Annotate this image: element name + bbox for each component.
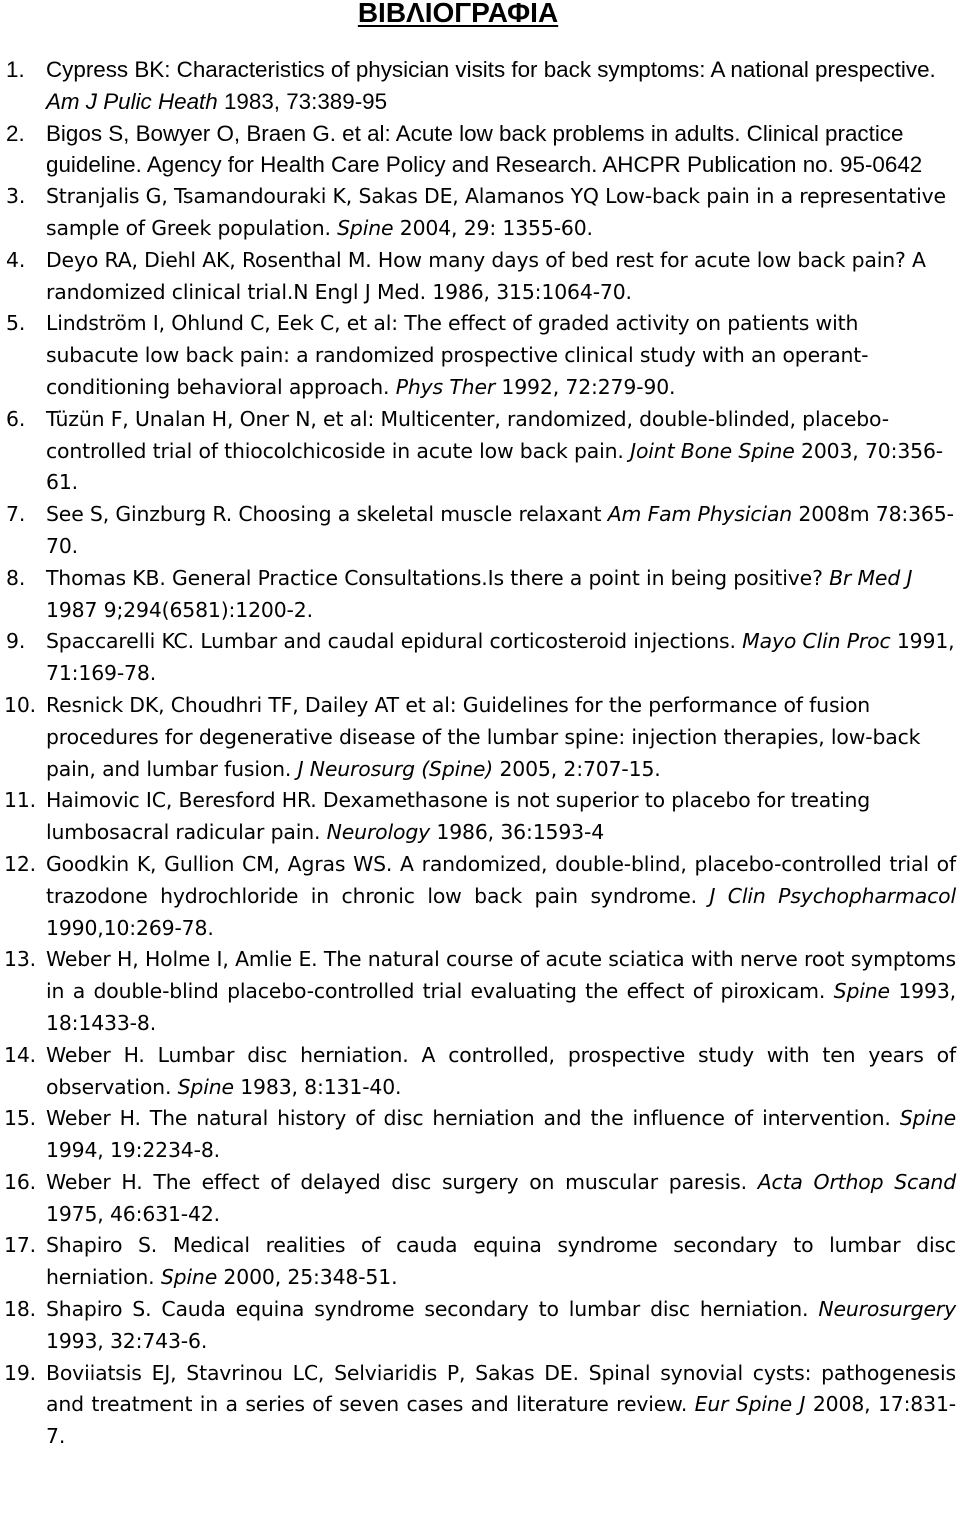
reference-item-14 xyxy=(0,1040,960,1104)
reference-item-9 xyxy=(0,626,960,690)
reference-citation: 2008m 78:365-70. xyxy=(46,502,954,558)
journal-name: Eur Spine J xyxy=(694,1392,806,1417)
reference-text: Deyo RA, Diehl AK, Rosenthal M. How many days of bed rest for acute low back pain? A randomized clinical trial.N Engl J Med. 1986, 315:1064-70. xyxy=(46,247,926,304)
reference-number: 19. xyxy=(4,1360,36,1385)
reference-number: 16. xyxy=(4,1169,36,1194)
reference-item-17 xyxy=(0,1230,960,1294)
reference-number: 3. xyxy=(6,184,26,209)
reference-citation: 1983, 8:131-40. xyxy=(233,1074,402,1099)
reference-citation: 1993, 32:743-6. xyxy=(46,1328,208,1353)
reference-number: 9. xyxy=(6,629,26,654)
reference-number: 15. xyxy=(4,1106,36,1131)
journal-name: Spine xyxy=(899,1106,956,1131)
journal-name: Mayo Clin Proc xyxy=(742,629,891,654)
reference-item-2 xyxy=(0,118,960,182)
reference-item-1 xyxy=(0,54,960,118)
reference-citation: 1986, 36:1593-4 xyxy=(430,820,605,845)
journal-name: Br Med J xyxy=(829,565,913,590)
reference-item-12 xyxy=(0,849,960,944)
reference-citation: 2003, 70:356-61. xyxy=(46,438,944,495)
journal-name: Neurology xyxy=(326,820,431,845)
reference-number: 12. xyxy=(4,851,36,876)
journal-name: Phys Ther xyxy=(395,374,496,399)
reference-item-16 xyxy=(0,1167,960,1231)
journal-name: Spine xyxy=(833,979,890,1004)
reference-citation: 1990,10:269-78. xyxy=(46,915,214,940)
reference-citation: 1992, 72:279-90. xyxy=(495,374,676,399)
reference-text: Haimovic IC, Beresford HR. Dexamethasone is not superior to placebo for treating lumbosacral radicular pain. xyxy=(46,788,871,845)
reference-number: 4. xyxy=(6,247,26,272)
reference-text: Bigos S, Bowyer O, Braen G. et al: Acute low back problems in adults. Clinical practice guideline. Agency for Health Care Policy and Research. AHCPR Publication no. 95-0642 xyxy=(46,120,923,178)
reference-item-10 xyxy=(0,690,960,785)
journal-name: Spine xyxy=(337,215,394,240)
reference-number: 1. xyxy=(6,57,25,82)
reference-item-4 xyxy=(0,245,960,309)
reference-number: 10. xyxy=(4,692,36,717)
reference-item-11 xyxy=(0,785,960,849)
reference-list xyxy=(0,54,960,1453)
reference-item-7 xyxy=(0,499,960,563)
reference-number: 6. xyxy=(6,406,26,431)
journal-name: Am J Pulic Heath xyxy=(46,88,218,114)
reference-citation: 1993, 18:1433-8. xyxy=(46,979,956,1035)
reference-text: Boviiatsis EJ, Stavrinou LC, Selviaridis P, Sakas DE. Spinal synovial cysts: pathogenesis and treatment in a series of seven cases and literature review. xyxy=(46,1360,956,1417)
reference-text: Shapiro S. Cauda equina syndrome secondary to lumbar disc herniation. xyxy=(46,1297,819,1322)
reference-number: 2. xyxy=(6,120,25,146)
reference-citation: 2000, 25:348-51. xyxy=(217,1265,398,1290)
reference-number: 7. xyxy=(6,502,26,527)
reference-number: 17. xyxy=(4,1233,36,1258)
reference-number: 8. xyxy=(6,565,26,590)
reference-citation: 2008, 17:831-7. xyxy=(46,1392,956,1449)
reference-citation: 2004, 29: 1355-60. xyxy=(393,215,593,240)
reference-item-3 xyxy=(0,181,960,245)
journal-name: Am Fam Physician xyxy=(607,502,793,527)
reference-citation: 1991, 71:169-78. xyxy=(46,629,955,686)
reference-text: Weber H. The effect of delayed disc surgery on muscular paresis. xyxy=(46,1169,758,1194)
reference-text: Shapiro S. Medical realities of cauda equina syndrome secondary to lumbar disc herniation. xyxy=(46,1233,956,1290)
journal-name: J Neurosurg (Spine) xyxy=(297,756,494,781)
reference-citation: 1975, 46:631-42. xyxy=(46,1201,220,1226)
reference-text: Goodkin K, Gullion CM, Agras WS. A randomized, double-blind, placebo-controlled trial of trazodone hydrochloride in chronic low back pain syndrome. xyxy=(46,851,956,908)
reference-text: Spaccarelli KC. Lumbar and caudal epidural corticosteroid injections. xyxy=(46,629,743,654)
reference-text: Weber H, Holme I, Amlie E. The natural course of acute sciatica with nerve root symptoms in a double-blind placebo-controlled trial evaluating the effect of piroxicam. xyxy=(46,947,956,1004)
reference-text: Tüzün F, Unalan H, Oner N, et al: Multicenter, randomized, double-blinded, placebo-controlled trial of thiocolchicoside in acute low back pain. xyxy=(46,406,889,463)
reference-text: Weber H. Lumbar disc herniation. A controlled, prospective study with ten years of observation. xyxy=(46,1042,956,1099)
journal-name: Spine xyxy=(177,1074,234,1099)
reference-text: Weber H. The natural history of disc herniation and the influence of intervention. xyxy=(46,1106,900,1131)
reference-item-8 xyxy=(0,563,960,627)
reference-citation: 1994, 19:2234-8. xyxy=(46,1138,220,1163)
reference-number: 13. xyxy=(4,947,36,972)
journal-name: Spine xyxy=(160,1265,218,1290)
reference-text: Lindström I, Ohlund C, Eek C, et al: The effect of graded activity on patients with subacute low back pain: a randomized prospective clinical study with an operant-conditioning behavioral approach. xyxy=(46,311,869,399)
reference-citation: 2005, 2:707-15. xyxy=(493,756,661,781)
reference-number: 5. xyxy=(6,311,26,336)
reference-item-18 xyxy=(0,1294,960,1358)
reference-text: Thomas KB. General Practice Consultations.Is there a point in being positive? xyxy=(46,565,830,590)
page-title: ΒΙΒΛΙΟΓΡΑΦΙΑ xyxy=(357,0,559,28)
reference-item-19 xyxy=(0,1358,960,1453)
reference-citation: 1987 9;294(6581):1200-2. xyxy=(46,597,313,622)
reference-item-13 xyxy=(0,944,960,1039)
reference-number: 11. xyxy=(4,788,36,813)
reference-text: Cypress BK: Characteristics of physician visits for back symptoms: A national prespective. xyxy=(46,57,936,82)
journal-name: Joint Bone Spine xyxy=(630,438,795,463)
journal-name: Neurosurgery xyxy=(818,1297,956,1322)
reference-text: Stranjalis G, Tsamandouraki K, Sakas DE, Alamanos YQ Low-back pain in a representative sample of Greek population. xyxy=(46,184,946,240)
reference-citation: 1983, 73:389-95 xyxy=(217,88,388,114)
reference-text: See S, Ginzburg R. Choosing a skeletal muscle relaxant xyxy=(46,502,608,527)
reference-item-5 xyxy=(0,308,960,403)
reference-item-6 xyxy=(0,404,960,499)
reference-number: 18. xyxy=(4,1297,36,1322)
journal-name: J Clin Psychopharmacol xyxy=(709,883,956,908)
reference-number: 14. xyxy=(4,1042,36,1067)
reference-text: Resnick DK, Choudhri TF, Dailey AT et al: Guidelines for the performance of fusion procedures for degenerative disease of the lumbar spine: injection therapies, low-back pain, and lumbar fusion. xyxy=(46,692,921,781)
reference-item-15 xyxy=(0,1103,960,1167)
journal-name: Acta Orthop Scand xyxy=(757,1169,956,1194)
